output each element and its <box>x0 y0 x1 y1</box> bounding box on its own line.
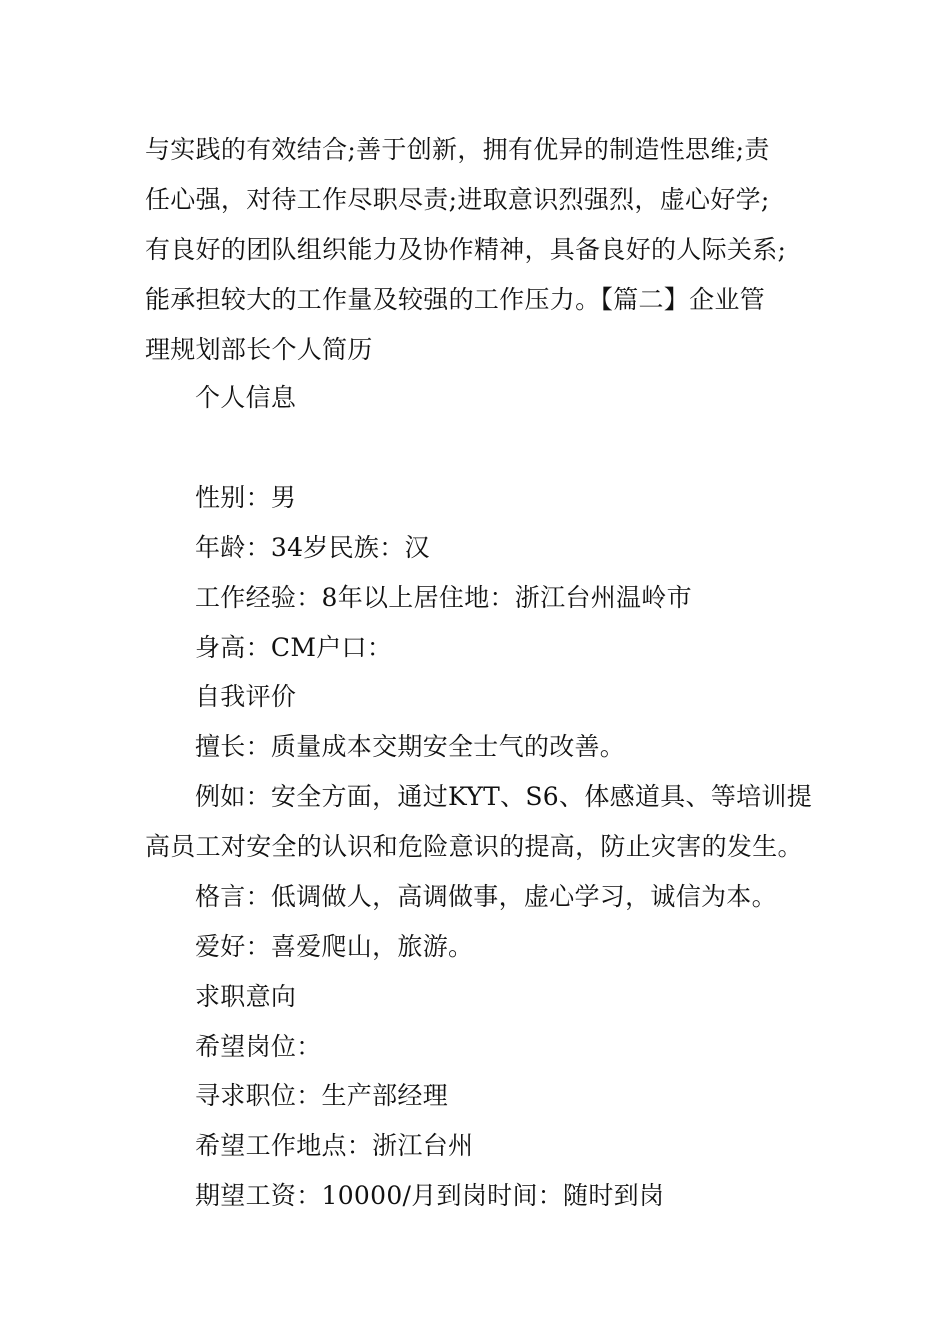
intro-line-4: 能承担较大的工作量及较强的工作压力。【篇二】企业管 <box>145 285 766 314</box>
age-ethnicity-line: 年龄：34岁民族：汉 <box>195 533 430 562</box>
work-location-line: 希望工作地点：浙江台州 <box>195 1131 474 1160</box>
intro-line-5: 理规划部长个人简历 <box>145 335 373 364</box>
height-hukou-line: 身高：CM户口： <box>195 633 393 662</box>
personal-info-heading: 个人信息 <box>195 383 297 412</box>
sought-position-line: 寻求职位：生产部经理 <box>195 1081 449 1110</box>
experience-residence-line: 工作经验：8年以上居住地：浙江台州温岭市 <box>195 583 692 612</box>
motto-line: 格言：低调做人，高调做事，虚心学习，诚信为本。 <box>195 882 777 911</box>
salary-arrival-line: 期望工资：10000/月到岗时间：随时到岗 <box>195 1181 665 1210</box>
example-line-1: 例如：安全方面，通过KYT、S6、体感道具、等培训提 <box>195 782 813 811</box>
self-evaluation-heading: 自我评价 <box>195 682 297 711</box>
desired-post-line: 希望岗位： <box>195 1032 322 1061</box>
strength-line: 擅长：质量成本交期安全士气的改善。 <box>195 732 626 761</box>
intro-line-3: 有良好的团队组织能力及协作精神，具备良好的人际关系; <box>145 235 787 264</box>
intro-line-2: 任心强，对待工作尽职尽责;进取意识烈强烈，虚心好学; <box>145 185 770 214</box>
intro-line-1: 与实践的有效结合;善于创新，拥有优异的制造性思维;责 <box>145 135 770 164</box>
example-line-2: 高员工对安全的认识和危险意识的提高，防止灾害的发生。 <box>145 832 803 861</box>
job-intention-heading: 求职意向 <box>195 982 297 1011</box>
hobby-line: 爱好：喜爱爬山，旅游。 <box>195 932 474 961</box>
gender-line: 性别：男 <box>195 483 297 512</box>
